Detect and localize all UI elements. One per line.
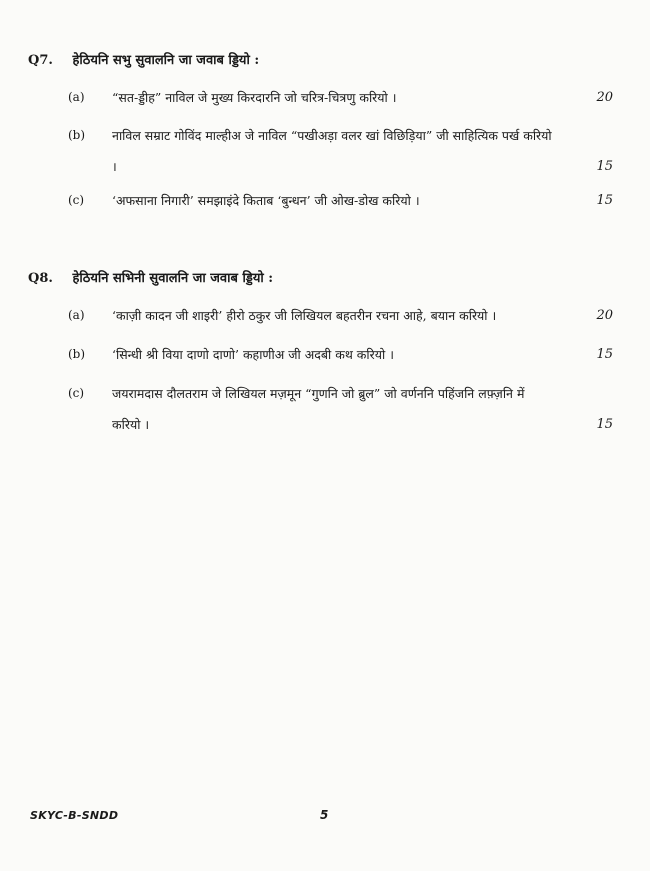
page-number: 5 (320, 808, 329, 822)
q8-heading (28, 268, 273, 286)
q7-item-a-label: (a) (68, 90, 85, 104)
q7-item-a-text: “सत-ड्डीह” नाविल जे मुख्य किरदारनि जो चरित्र-चित्रणु करियो । (112, 90, 397, 105)
q7-item-c-marks: 15 (596, 193, 613, 208)
q7-item-b-label: (b) (68, 128, 86, 142)
q8-item-a-marks: 20 (596, 308, 613, 323)
q7-item-b-text: नाविल सम्राट गोविंद माल्हीअ जे नाविल “पखीअड़ा वलर खां विछिड़िया” जी साहित्यिक पर्ख करियो । (112, 128, 552, 174)
paper-code: SKYC-B-SNDD (30, 809, 119, 822)
q8-item-b-text: ‘सिन्धी श्री विया दाणो दाणो’ कहाणीअ जी अदबी कथ करियो । (112, 347, 394, 362)
q7-item-c-text: ‘अफसाना निगारी’ समझाइंदे किताब ‘बुन्धन’ जी ओख-डोख करियो । (112, 193, 420, 208)
q8-item-b-label: (b) (68, 347, 86, 361)
q8-instruction: हेठियनि सभिनी सुवालनि जा जवाब ड्डियो : (72, 271, 274, 286)
q7-heading (28, 50, 259, 68)
q7-item-b-marks: 15 (596, 159, 613, 174)
q8-item-c-text: जयरामदास दौलतराम जे लिखियल मज़मून “गुणनि जो ब्रुल” जो वर्णननि पहिंजनि लफ़्ज़नि में करियो । (112, 386, 525, 432)
q8-item-c-marks: 15 (596, 417, 613, 432)
q8-item-a-text: ‘काज़ी कादन जी शाइरी’ हीरो ठकुर जी लिखियल बहतरीन रचना आहे, बयान करियो । (112, 308, 497, 323)
q8-item-a-label: (a) (68, 308, 85, 322)
q8-item-a (68, 300, 613, 331)
q8-item-c (68, 378, 613, 440)
q7-item-a-marks: 20 (596, 90, 613, 105)
q7-instruction: हेठियनि सभु सुवालनि जा जवाब ड्डियो : (72, 53, 260, 68)
q7-number: Q7. (28, 53, 53, 68)
q8-item-b (68, 339, 613, 370)
q8-item-b-marks: 15 (596, 347, 613, 362)
q7-item-a (68, 82, 613, 113)
q8-number: Q8. (28, 271, 53, 286)
q7-item-c-label: (c) (68, 193, 85, 207)
q8-item-c-label: (c) (68, 386, 85, 400)
q7-item-b (68, 120, 613, 182)
q7-item-c (68, 185, 613, 216)
